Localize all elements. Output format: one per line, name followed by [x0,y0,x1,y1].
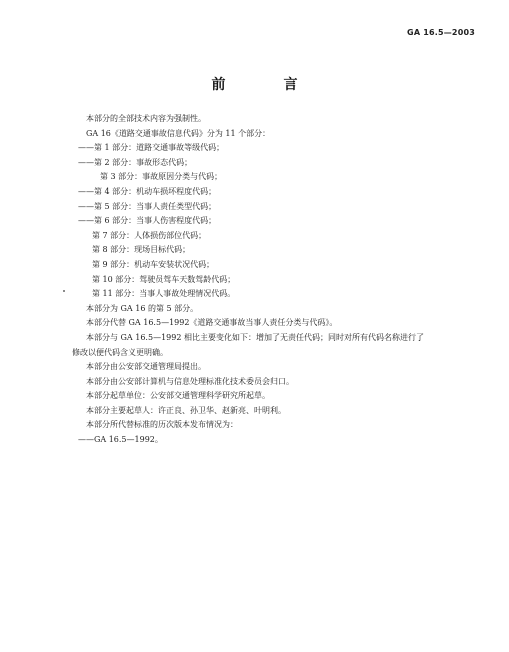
list-item: ——GA 16.5—1992。 [78,435,163,445]
list-item: 第 10 部分：驾驶员驾车天数驾龄代码； [92,274,236,284]
scan-speck [63,290,65,292]
list-item: 第 7 部分：人体损伤部位代码； [92,230,207,240]
paragraph: 本部分为 GA 16 的第 5 部分。 [86,303,199,313]
list-item: 第 8 部分：现场目标代码； [92,245,191,255]
list-item: 第 11 部分：当事人事故处理情况代码。 [92,289,236,299]
page-title: 前 言 [211,77,320,93]
list-item: ——第 5 部分：当事人责任类型代码； [78,201,217,211]
list-item: ——第 4 部分：机动车损坏程度代码； [78,186,217,196]
standard-code: GA 16.5—2003 [407,28,475,37]
list-item: ——第 6 部分：当事人伤害程度代码； [78,216,217,226]
list-item: ——第 1 部分：道路交通事故等级代码； [78,143,225,153]
foreword-body [72,112,492,448]
list-item: 第 9 部分：机动车安装状况代码； [92,259,215,269]
paragraph: 本部分代替 GA 16.5—1992《道路交通事故当事人责任分类与代码》。 [86,318,338,328]
list-item: ——第 2 部分：事故形态代码； [78,157,193,167]
paragraph: 本部分的全部技术内容为强制性。 [86,114,206,123]
paragraph: GA 16《道路交通事故信息代码》分为 11 个部分： [86,128,271,138]
paragraph: 本部分主要起草人：许正良、孙卫华、赵新亮、叶明利。 [86,405,286,415]
paragraph: 本部分由公安部计算机与信息处理标准化技术委员会归口。 [86,376,294,386]
paragraph: 本部分与 GA 16.5—1992 相比主要变化如下：增加了无责任代码；同时对所有代码名称进行了 [86,332,424,342]
list-item: 第 3 部分：事故原因分类与代码； [100,172,223,182]
paragraph: 本部分由公安部交通管理局提出。 [86,362,206,372]
paragraph-continuation: 修改以便代码含义更明确。 [72,347,168,357]
paragraph: 本部分所代替标准的历次版本发布情况为： [86,420,238,430]
paragraph: 本部分起草单位：公安部交通管理科学研究所起草。 [86,391,270,401]
